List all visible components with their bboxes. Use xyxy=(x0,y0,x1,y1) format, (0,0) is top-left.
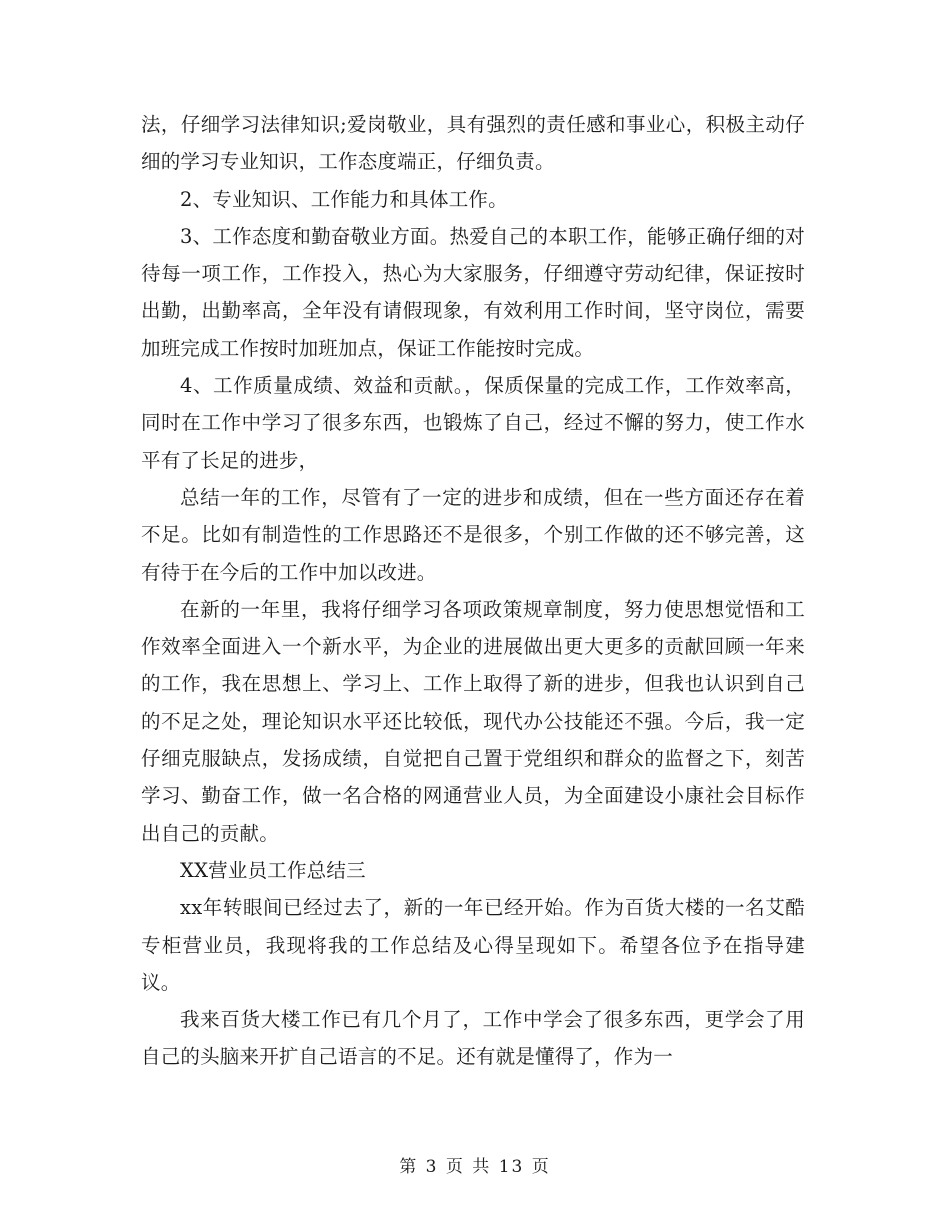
document-body xyxy=(141,106,805,1076)
paragraph-6: 在新的一年里，我将仔细学习各项政策规章制度，努力使思想觉悟和工作效率全面进入一个新水平，为企业的进展做出更大更多的贡献回顾一年来的工作，我在思想上、学习上、工作上取得了新的进步，但我也认识到自己的不足之处，理论知识水平还比较低，现代办公技能还不强。今后，我一定仔细克服缺点，发扬成绩，自觉把自己置于党组织和群众的监督之下，刻苦学习、勤奋工作，做一名合格的网通营业人员，为全面建设小康社会目标作出自己的贡献。 xyxy=(141,597,805,845)
page-number-footer: 第 3 页 共 13 页 xyxy=(399,1157,551,1177)
paragraph-5: 总结一年的工作，尽管有了一定的进步和成绩，但在一些方面还存在着不足。比如有制造性的工作思路还不是很多，个别工作做的还不够完善，这有待于在今后的工作中加以改进。 xyxy=(141,485,805,584)
paragraph-2: 2、专业知识、工作能力和具体工作。 xyxy=(180,187,508,211)
section-heading: XX营业员工作总结三 xyxy=(180,858,366,882)
paragraph-1: 法，仔细学习法律知识;爱岗敬业，具有强烈的责任感和事业心，积极主动仔细的学习专业知识，工作态度端正，仔细负责。 xyxy=(141,113,805,174)
paragraph-8: 我来百货大楼工作已有几个月了，工作中学会了很多东西，更学会了用自己的头脑来开扩自己语言的不足。还有就是懂得了，作为一 xyxy=(141,1008,805,1069)
paragraph-3: 3、工作态度和勤奋敬业方面。热爱自己的本职工作，能够正确仔细的对待每一项工作，工作投入，热心为大家服务，仔细遵守劳动纪律，保证按时出勤，出勤率高，全年没有请假现象，有效利用工作时间，坚守岗位，需要加班完成工作按时加班加点，保证工作能按时完成。 xyxy=(141,224,805,360)
paragraph-7: xx年转眼间已经过去了，新的一年已经开始。作为百货大楼的一名艾酷专柜营业员，我现将我的工作总结及心得呈现如下。希望各位予在指导建议。 xyxy=(141,896,805,994)
paragraph-4: 4、工作质量成绩、效益和贡献。，保质保量的完成工作，工作效率高，同时在工作中学习了很多东西，也锻炼了自己，经过不懈的努力，使工作水平有了长足的进步， xyxy=(141,374,805,472)
